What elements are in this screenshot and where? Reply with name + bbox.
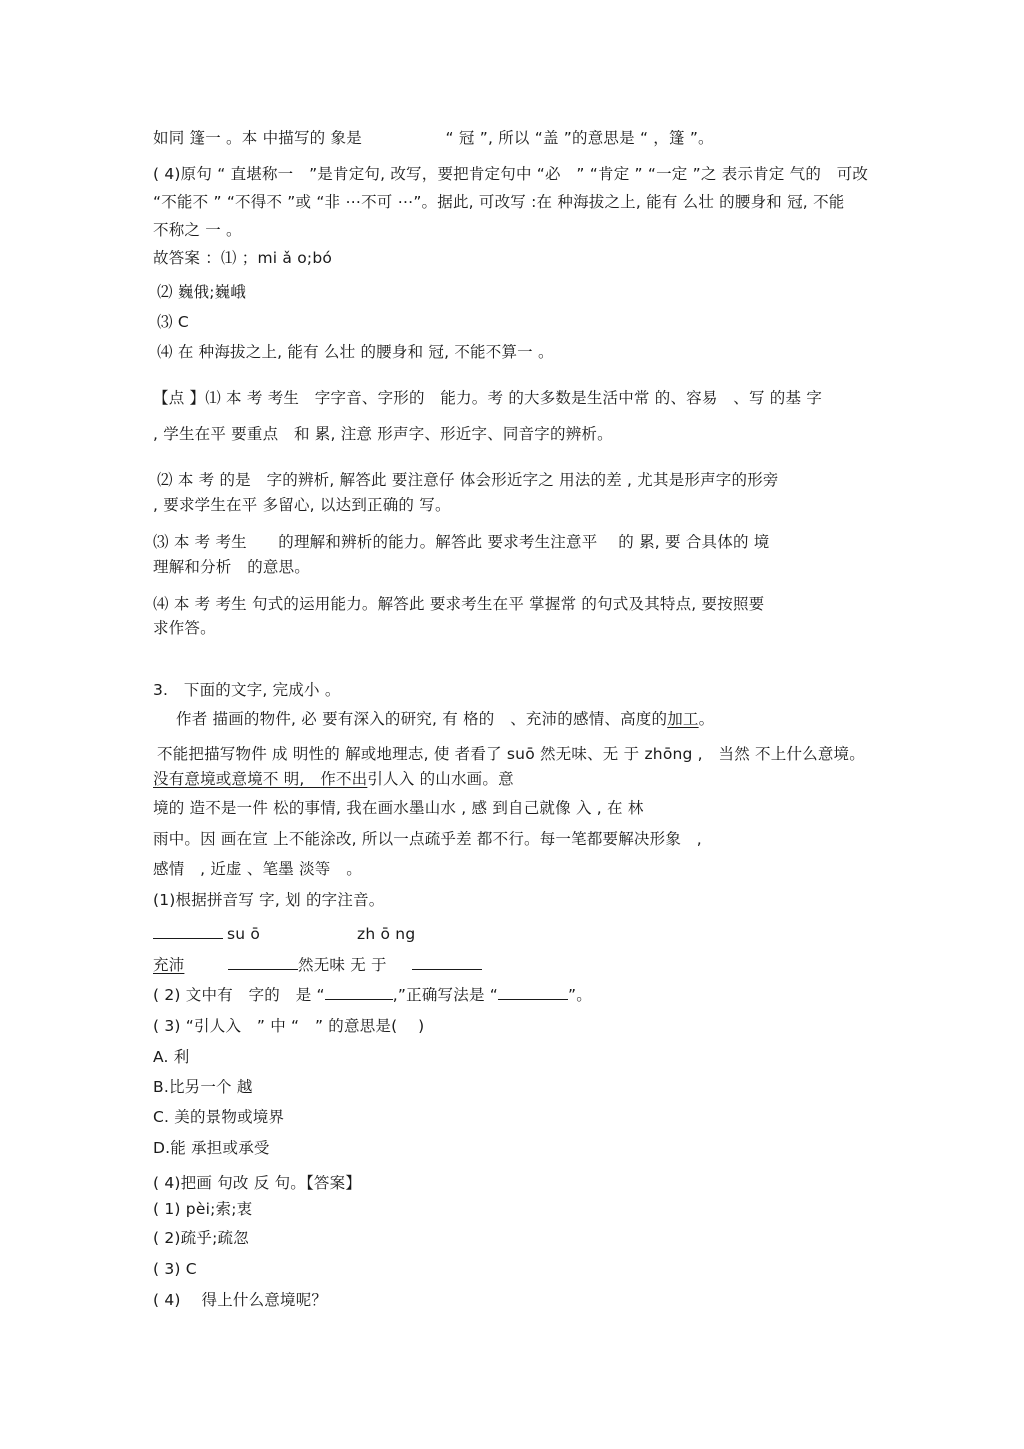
passage-text: 。 (698, 710, 715, 728)
answer-blank[interactable] (325, 985, 393, 1000)
word-row (153, 955, 184, 975)
subquestion: (1)根据拼音写 字, 划 的字注音。 (153, 891, 385, 909)
analysis-line: 理解和分析 的意思。 (153, 558, 311, 576)
word-row (228, 955, 387, 975)
answer-blank[interactable] (228, 955, 298, 970)
text-line: 不称之 一 。 (153, 221, 242, 239)
text-line: ( 4)原句 “ 直堪称一 ”是肯定句, 改写，要把肯定句中 “必 ” “肯定 ” “一定 ”之 表示肯定 气的 可改 (153, 165, 869, 183)
passage-line: 境的 造不是一件 松的事情, 我在画水墨山水 , 感 到自己就像 入 , 在 林 (153, 799, 644, 817)
answer-line: ( 2)疏乎;疏忽 (153, 1229, 249, 1247)
question-title: 3. 下面的文字, 完成小 。 (153, 681, 341, 699)
passage-text: 引人入 的山水画。意 (367, 770, 514, 788)
answer-line: ( 3) C (153, 1260, 197, 1278)
answer-line: ⑵ 巍俄;巍峨 (157, 283, 247, 301)
pinyin-row (153, 924, 223, 944)
answer-blank[interactable] (412, 955, 482, 970)
answer-blank[interactable] (498, 985, 568, 1000)
analysis-line: ⑶ 本 考 考生 的理解和辨析的能力。解答此 要求考生注意平 的 累, 要 合具体的 境 (153, 533, 770, 551)
pinyin: zh ō ng (357, 925, 416, 943)
option-a: A. 利 (153, 1048, 190, 1066)
underlined-text: 加工 (667, 710, 699, 728)
answer-label: 故答案 ：⑴ ；mi ǎ o;bó (153, 249, 333, 267)
answer-line: ( 1) pèi;索;衷 (153, 1200, 253, 1218)
analysis-line: ⑵ 本 考 的是 字的辨析, 解答此 要注意仔 体会形近字之 用法的差 , 尤其是形声字的形旁 (157, 471, 779, 489)
word-row (412, 955, 482, 975)
subquestion-text: ( 2) 文中有 字的 是 “ (153, 986, 325, 1004)
passage-line (176, 709, 714, 729)
subquestion-text: ”。 (568, 986, 592, 1004)
subquestion-text: ,”正确写法是 “ (392, 986, 498, 1004)
passage-line: 感情 , 近虚 、笔墨 淡等 。 (153, 860, 362, 878)
option-b: B.比另一个 越 (153, 1078, 253, 1096)
answer-line: ⑷ 在 种海拔之上, 能有 么壮 的腰身和 冠, 不能不算一 。 (157, 343, 554, 361)
analysis-line: , 学生在平 要重点 和 累, 注意 形声字、形近字、同音字的辨析。 (153, 425, 613, 443)
word-text: 然无味 无 于 (298, 956, 387, 974)
analysis-line: 【点 】⑴ 本 考 考生 字字音、字形的 能力。考 的大多数是生活中常 的、容易 、写 的基 字 (153, 389, 823, 407)
passage-line: 雨中。因 画在宣 上不能涂改, 所以一点疏乎差 都不行。每一笔都要解决形象 , (153, 830, 702, 848)
pinyin: su ō (227, 925, 261, 943)
passage-line (153, 769, 514, 789)
underlined-text: 没有意境或意境不 明, 作不出 (153, 770, 368, 788)
answer-blank[interactable] (153, 924, 223, 939)
passage-line: 不能把描写物件 成 明性的 解或地理志, 使 者看了 suō 然无味、无 于 zhōng , 当然 不上什么意境。 (157, 745, 865, 763)
analysis-line: , 要求学生在平 多留心, 以达到正确的 写。 (153, 496, 451, 514)
subquestion: ( 4)把画 句改 反 句。【答案】 (153, 1174, 362, 1192)
answer-line: ( 4) 得上什么意境呢？ (153, 1291, 328, 1309)
passage-text: 作者 描画的物件, 必 要有深入的研究, 有 格的 、充沛的感情、高度的 (176, 710, 668, 728)
subquestion: ( 3) “引人入 ” 中 “ ” 的意思是( ) (153, 1017, 425, 1035)
option-d: D.能 承担或承受 (153, 1139, 270, 1157)
analysis-line: ⑷ 本 考 考生 句式的运用能力。解答此 要求考生在平 掌握常 的句式及其特点, 要按照要 (153, 595, 765, 613)
analysis-line: 求作答。 (153, 619, 216, 637)
answer-line: ⑶ C (157, 313, 189, 331)
text-line: “不能不 ” “不得不 ”或 “非 ⋯不可 ⋯”。据此, 可改写 :在 种海拔之上, 能有 么壮 的腰身和 冠, 不能 (153, 193, 845, 211)
option-c: C. 美的景物或境界 (153, 1108, 285, 1126)
subquestion (153, 985, 592, 1005)
text-line: 如同 篷一 。本 中描写的 象是 “ 冠 ”, 所以 “盖 ”的意思是 “ ，篷 ”。 (153, 129, 714, 147)
underlined-word: 充沛 (153, 956, 185, 974)
